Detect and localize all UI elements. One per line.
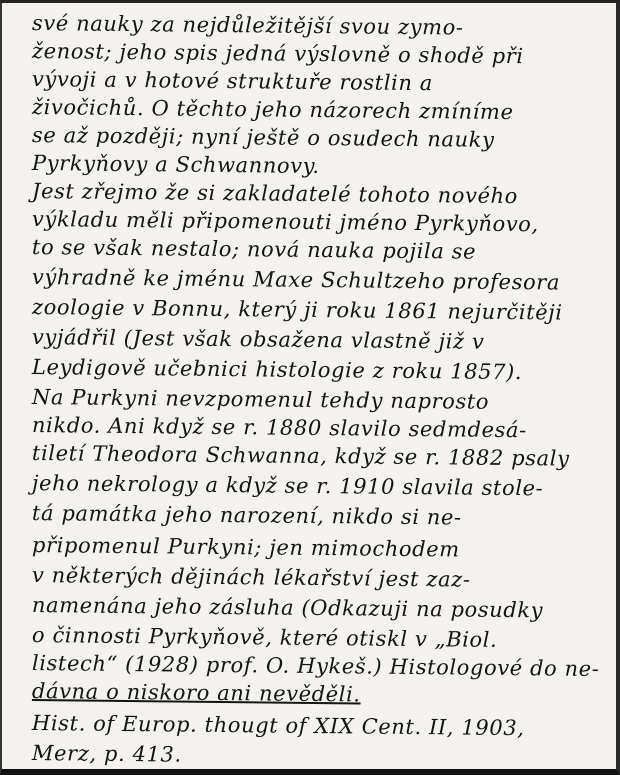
text-line-8: výkladu měli připomenouti jméno Pyrkyňovo,	[31, 207, 539, 237]
text-line-10: výhradně ke jménu Maxe Schultzeho profesora	[31, 265, 561, 295]
text-line-3: vývoji a v hotové struktuře rostlin a	[31, 67, 434, 96]
text-line-11: zoologie v Bonnu, který ji roku 1861 nejurčitěji	[31, 295, 563, 325]
text-line-20: v některých dějinách lékařství jest zaz-	[31, 563, 471, 592]
text-line-12: vyjádřil (Jest však obsažena vlastně již v	[31, 325, 485, 354]
text-line-2: ženost; jeho spis jedná výslovně o shodě při	[31, 39, 524, 69]
text-line-24: dávna o niskoro ani nevěděli.	[31, 679, 361, 707]
text-line-16: tiletí Theodora Schwanna, když se r. 1882 psaly	[31, 441, 570, 471]
text-line-1: své nauky za nejdůležitější svou zymo-	[31, 11, 464, 40]
text-line-6: Pyrkyňovy a Schwannovy.	[31, 151, 320, 179]
text-line-22: o činnosti Pyrkyňově, které otiskl v „Biol.	[31, 623, 498, 652]
text-line-21: namenána jeho zásluha (Odkazuji na posudky	[31, 593, 544, 623]
footnote-line-1: Hist. of Europ. thougt of XIX Cent. II, 1903,	[31, 711, 525, 741]
text-line-5: se až později; nyní ještě o osudech nauky	[31, 123, 495, 152]
text-line-15: nikdo. Ani když se r. 1880 slavilo sedmdesá-	[31, 413, 527, 443]
text-line-19: připomenul Purkyni; jen mimochodem	[31, 533, 460, 562]
text-line-7: Jest zřejmo že si zakladatelé tohoto nového	[31, 179, 519, 209]
text-line-17: jeho nekrology a když se r. 1910 slavila stole-	[31, 471, 544, 501]
text-line-9: to se však nestalo; nová nauka pojila se	[31, 235, 477, 264]
text-line-18: tá památka jeho narození, nikdo si ne-	[31, 501, 462, 530]
text-line-13: Leydigově učebnici histologie z roku 1857).	[31, 355, 523, 385]
text-line-14: Na Purkyni nevzpomenul tehdy naprosto	[31, 385, 490, 414]
text-line-23: listech“ (1928) prof. O. Hykeš.) Histologové do ne-	[31, 651, 600, 681]
footnote-line-2: Merz, p. 413.	[31, 741, 182, 767]
text-line-4: živočichů. O těchto jeho názorech zmíníme	[31, 95, 514, 125]
